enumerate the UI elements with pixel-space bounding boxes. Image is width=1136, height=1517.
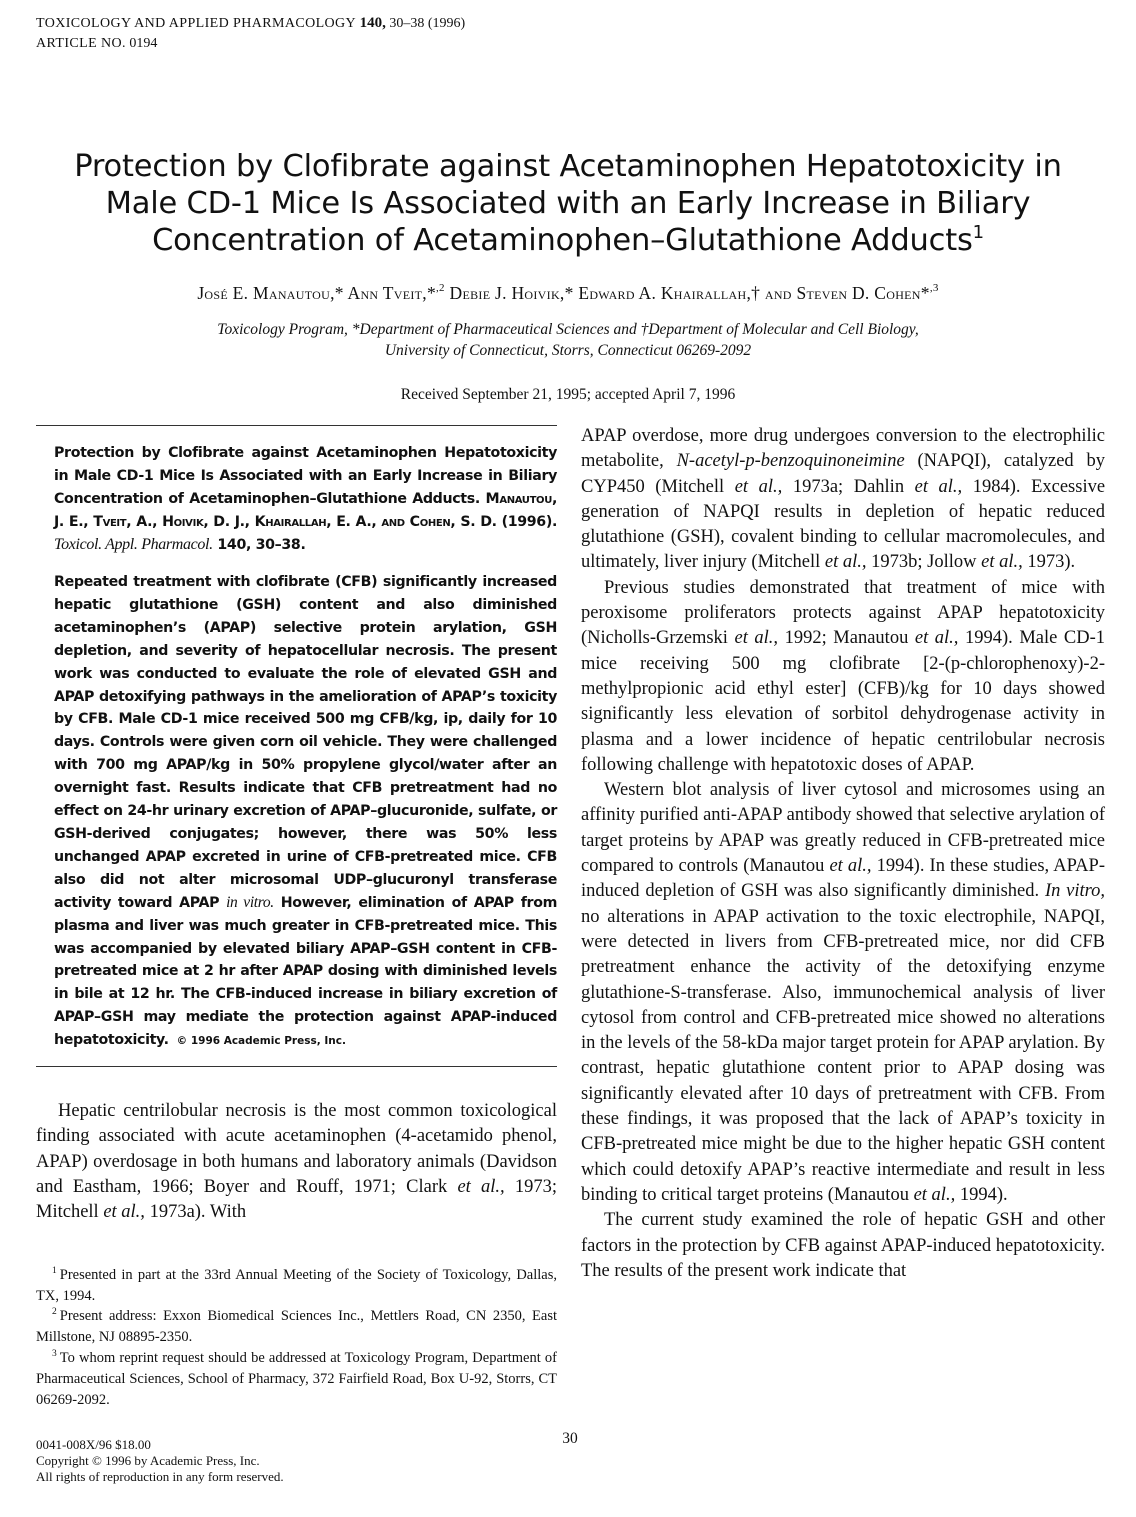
author-and: and <box>764 283 792 303</box>
p1-etal-4: et al., <box>981 552 1023 573</box>
p1-etal-2: et al., <box>914 476 963 497</box>
p1-etal-1: et al., <box>734 476 783 497</box>
abstract-citation-pages: 30–38. <box>255 536 306 553</box>
p2-text-b: 1992; Manautou <box>784 628 909 649</box>
journal-header <box>36 13 465 54</box>
title-footnote-mark: 1 <box>972 222 984 243</box>
abstract-in-vitro: in vitro. <box>226 893 274 911</box>
footnote-3-text: To whom reprint request should be addressed at Toxicology Program, Department of Pharmaceutical Sciences, School of Pharmacy, 372 Fairfield Road, Box U-92, Storrs, CT 06269-2092. <box>36 1350 557 1408</box>
affiliation-line-2: University of Connecticut, Storrs, Connecticut 06269-2092 <box>384 342 752 359</box>
abstract-body-part-1: Repeated treatment with clofibrate (CFB) significantly increased hepatic glutathione (GSH) content and also diminished acetaminophen’s (APAP) selective protein arylation, GSH depletion, and severity of hepatocellular necrosis. The present work was conducted to evaluate the role of elevated GSH and APAP detoxifying pathways in the amelioration of APAP’s toxicity by CFB. Male CD-1 mice received 500 mg CFB/kg, ip, daily for 10 days. Controls were given corn oil vehicle. They were challenged with 700 mg APAP/kg in 50% propylene glycol/water after an overnight fast. Results indicate that CFB pretreatment had no effect on 24-hr urinary excretion of APAP–glucuronide, sulfate, or GSH-derived conjugates; however, there was 50% less unchanged APAP excreted in urine of CFB-pretreated mice. CFB also did not alter microsomal UDP–glucuronyl transferase activity toward APAP <box>54 574 557 911</box>
right-paragraph-4: The current study examined the role of hepatic GSH and other factors in the protection by CFB against APAP-induced hepatotoxicity. The results of the present work indicate that <box>581 1210 1105 1281</box>
intro-etal-1: et al., <box>457 1176 505 1197</box>
intro-etal-2: et al., <box>103 1202 145 1223</box>
title-line-3: Concentration of Acetaminophen–Glutathione Adducts <box>152 223 973 258</box>
p3-text-b: 1994). In these studies, APAP-induced depletion of GSH was also significantly diminished. <box>581 856 1105 902</box>
author-khairallah: Edward A. Khairallah,† <box>578 283 761 303</box>
copyright-block <box>36 1437 284 1485</box>
intro-text-1: Hepatic centrilobular necrosis is the most common toxicological finding associated with acute acetaminophen (4-acetamido phenol, APAP) overdosage in both humans and laboratory animals (Davidson and Eastham, 1966; Boyer and Rouff, 1971; Clark <box>36 1101 557 1197</box>
p1-text-e: 1973b; Jollow <box>871 552 977 573</box>
article-number-line <box>36 34 465 54</box>
journal-name: TOXICOLOGY AND APPLIED PHARMACOLOGY <box>36 16 357 31</box>
abstract-citation-title: Protection by Clofibrate against Acetaminophen Hepatotoxicity in Male CD-1 Mice Is Associated with an Early Increase in Biliary Concentration of Acetaminophen–Glutathione Adducts. <box>54 445 557 507</box>
p3-etal-2: et al., <box>913 1184 956 1205</box>
p2-etal-2: et al., <box>914 628 959 649</box>
author-cohen-mark: ,3 <box>929 282 939 294</box>
p3-text-d: 1994). <box>959 1184 1008 1205</box>
author-list <box>40 283 1096 304</box>
footnote-3-mark: 3 <box>52 1349 57 1359</box>
abstract-bottom-rule <box>36 1066 557 1067</box>
right-paragraph-3 <box>581 778 1105 1208</box>
copyright-line-1: 0041-008X/96 $18.00 <box>36 1437 151 1452</box>
author-manautou: José E. Manautou,* <box>197 283 344 303</box>
p1-text-b: (NAPQI), catalyzed by CYP450 (Mitchell <box>581 451 1106 497</box>
received-dates: Received September 21, 1995; accepted April 7, 1996 <box>400 386 736 403</box>
intro-text-2: 1973; Mitchell <box>36 1176 558 1223</box>
abstract-citation-journal: Toxicol. Appl. Pharmacol. <box>54 535 213 553</box>
p1-text-d: 1984). Excessive generation of NAPQI results in depletion of hepatic reduced glutathione (GSH), covalent binding to cellular macromolecules, and ultimately, liver injury (Mitchell <box>581 476 1106 573</box>
affiliation-line-1: Toxicology Program, *Department of Pharmaceutical Sciences and †Department of Molecular and Cell Biology, <box>217 321 919 338</box>
p1-text-a: APAP overdose, more drug undergoes conversion to the electrophilic metabolite, <box>581 426 1105 472</box>
p1-chemical-name: N-acetyl-p-benzoquinoneimine <box>676 451 905 472</box>
abstract-citation-volume: 140, <box>217 536 252 553</box>
copyright-line-3: All rights of reproduction in any form reserved. <box>36 1469 284 1484</box>
journal-pages: 30–38 (1996) <box>389 16 466 31</box>
author-cohen: Steven D. Cohen* <box>796 283 930 303</box>
footnote-2-mark: 2 <box>52 1307 57 1317</box>
abstract-citation-authors: Manautou, J. E., Tveit, A., Hoivik, D. J., Khairallah, E. A., and Cohen, S. D. (1996). <box>54 490 558 530</box>
title-line-2: Male CD-1 Mice Is Associated with an Early Increase in Biliary <box>105 186 1031 221</box>
p3-text-c: no alterations in APAP activation to the toxic electrophile, NAPQI, were detected in livers from CFB-pretreated mice, nor did CFB pretreatment enhance the activity of the detoxifying enzyme glutathione-S-transferase. Also, immunochemical analysis of liver cytosol from control and CFB-pretreated mice showed no alterations in the levels of the 58-kDa major target protein for APAP arylation. By contrast, hepatic glutathione content prior to APAP dosing was significantly elevated after 10 days of pretreatment with CFB. From these findings, it was proposed that the lack of APAP’s toxicity in CFB-pretreated mice might be due to the higher hepatic GSH content which could detoxify APAP’s reactive intermediate and result in less binding to critical target proteins (Manautou <box>581 906 1105 1205</box>
author-tveit-mark: ,2 <box>436 282 445 294</box>
affiliation <box>60 319 1076 361</box>
p1-text-f: 1973). <box>1027 552 1076 573</box>
footnote-1 <box>36 1265 557 1307</box>
article-label: ARTICLE NO. <box>36 36 126 51</box>
p1-etal-3: et al., <box>824 552 867 573</box>
footnote-3 <box>36 1348 557 1411</box>
author-hoivik: Debie J. Hoivik,* <box>449 283 574 303</box>
abstract-copyright: © 1996 Academic Press, Inc. <box>176 1035 346 1048</box>
footnote-2 <box>36 1306 557 1348</box>
p3-text-a: Western blot analysis of liver cytosol and microsomes using an affinity purified anti-APAP antibody showed that selective arylation of target proteins by APAP was greatly reduced in CFB-pretreated mice compared to controls (Manautou <box>581 780 1105 877</box>
p2-etal-1: et al., <box>734 628 779 649</box>
footnote-2-text: Present address: Exxon Biomedical Sciences Inc., Mettlers Road, CN 2350, East Millstone, NJ 08895-2350. <box>36 1308 557 1345</box>
title-line-1: Protection by Clofibrate against Acetaminophen Hepatotoxicity in <box>74 149 1062 184</box>
right-paragraph-1 <box>581 424 1105 576</box>
journal-volume: 140, <box>359 15 386 31</box>
p1-text-c: 1973a; Dahlin <box>792 476 905 497</box>
article-title <box>60 148 1076 259</box>
abstract-top-rule <box>36 425 557 426</box>
abstract-body-part-2: However, elimination of APAP from plasma and liver was much greater in CFB-pretreated mice. This was accompanied by elevated biliary APAP–GSH content in CFB-pretreated mice at 2 hr after APAP dosing with diminished levels in bile at 12 hr. The CFB-induced increase in biliary excretion of APAP–GSH may mediate the protection against APAP-induced hepatotoxicity. <box>54 894 558 1049</box>
p2-text-c: 1994). Male CD-1 mice receiving 500 mg clofibrate [2-(p-chlorophenoxy)-2-methylpropionic acid ethyl ester] (CFB)/kg for 10 days showed significantly less elevation of sorbitol dehydrogenase activity in plasma and a lower incidence of hepatic centrilobular necrosis following challenge with hepatotoxic doses of APAP. <box>581 628 1106 775</box>
copyright-line-2: Copyright © 1996 by Academic Press, Inc. <box>36 1453 260 1468</box>
right-paragraph-2 <box>581 576 1105 778</box>
p2-text-a: Previous studies demonstrated that treatment of mice with peroxisome proliferators protects against APAP hepatotoxicity (Nicholls-Grzemski <box>581 577 1105 649</box>
p3-in-vitro: In vitro, <box>1044 881 1106 902</box>
journal-citation-line <box>36 13 465 34</box>
article-number: 0194 <box>129 36 158 51</box>
p3-etal-1: et al., <box>829 856 872 877</box>
abstract-body <box>54 571 557 1053</box>
intro-text-3: 1973a). With <box>149 1202 247 1223</box>
intro-paragraph <box>36 1099 557 1225</box>
footnote-1-text: Presented in part at the 33rd Annual Meeting of the Society of Toxicology, Dallas, TX, 1994. <box>36 1267 557 1304</box>
author-tveit: Ann Tveit,* <box>347 283 436 303</box>
right-column <box>581 424 1105 1284</box>
abstract-citation <box>54 442 557 557</box>
page-number: 30 <box>562 1430 578 1447</box>
footnote-1-mark: 1 <box>52 1266 57 1276</box>
